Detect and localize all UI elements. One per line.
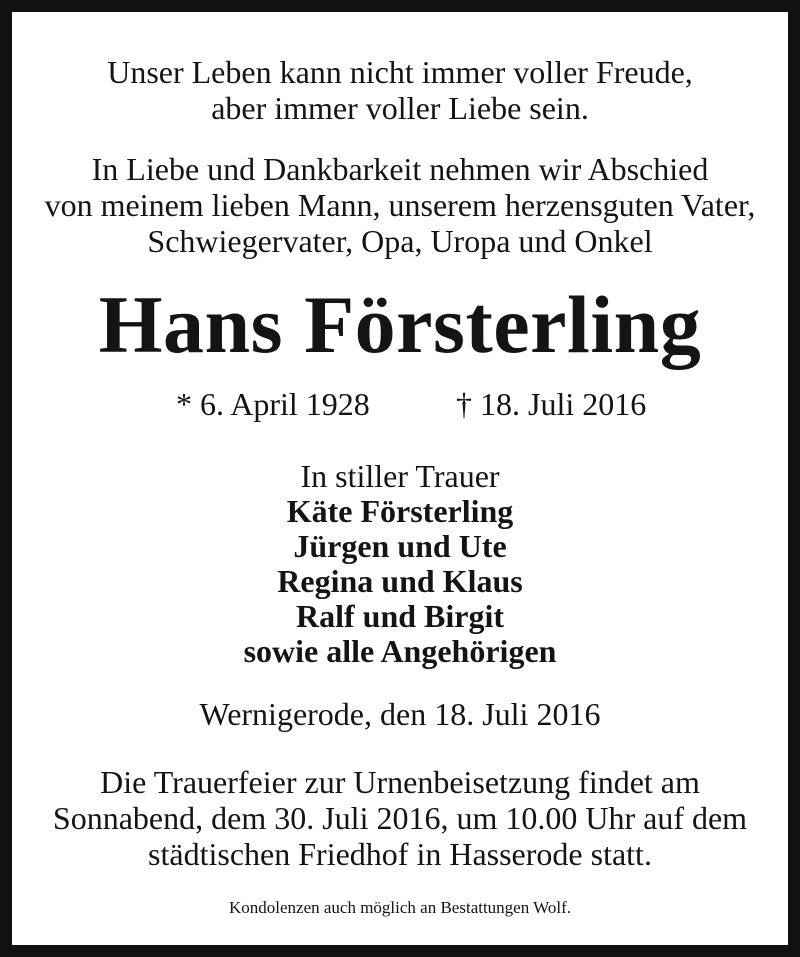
farewell-line-2: von meinem lieben Mann, unserem herzensguten Vater, xyxy=(44,187,756,223)
mourner-name: Regina und Klaus xyxy=(277,563,523,599)
mourner-name: sowie alle Angehörigen xyxy=(243,633,557,669)
birth-date: * 6. April 1928 xyxy=(176,386,370,422)
farewell-line-3: Schwiegervater, Opa, Uropa und Onkel xyxy=(147,223,653,259)
place-and-date: Wernigerode, den 18. Juli 2016 xyxy=(199,696,601,732)
intro-line-2: aber immer voller Liebe sein. xyxy=(211,90,589,126)
mourner-name: Ralf und Birgit xyxy=(295,598,505,634)
ceremony-line-1: Die Trauerfeier zur Urnenbeisetzung findet am xyxy=(100,764,700,800)
deceased-name: Hans Försterling xyxy=(98,279,702,370)
ceremony-line-2: Sonnabend, dem 30. Juli 2016, um 10.00 Uhr auf dem xyxy=(52,800,748,836)
farewell-line-1: In Liebe und Dankbarkeit nehmen wir Abschied xyxy=(91,151,709,187)
condolence-note: Kondolenzen auch möglich an Bestattungen Wolf. xyxy=(228,898,571,917)
intro-line-1: Unser Leben kann nicht immer voller Freude, xyxy=(107,54,693,90)
mourner-name: Jürgen und Ute xyxy=(293,528,507,564)
mourners-heading: In stiller Trauer xyxy=(300,458,500,494)
death-date: † 18. Juli 2016 xyxy=(456,386,647,422)
life-dates xyxy=(12,384,788,424)
ceremony-line-3: städtischen Friedhof in Hasserode statt. xyxy=(148,836,652,872)
mourner-name: Käte Försterling xyxy=(286,493,514,529)
